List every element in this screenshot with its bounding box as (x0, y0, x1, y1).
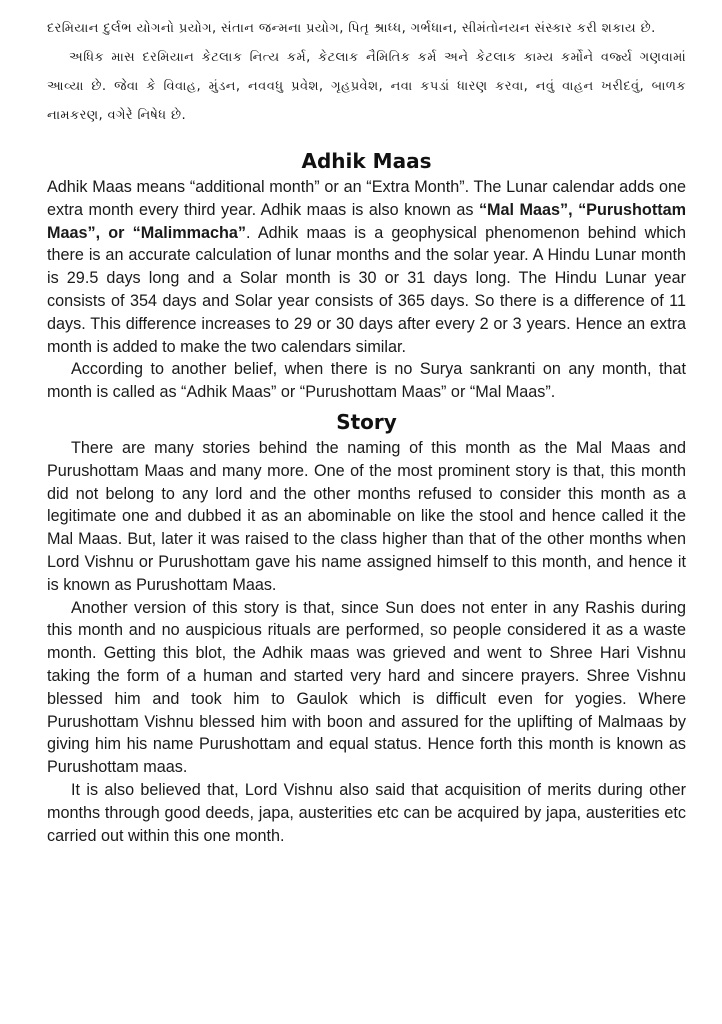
section-heading-adhik-maas: Adhik Maas (301, 149, 432, 173)
section-heading-story: Story (336, 409, 397, 434)
adhik-maas-paragraph-2: According to another belief, when there is no Surya sankranti on any month, that month is called as “Adhik Maas” or “Purushottam Maas” or “Mal Maas”. (47, 360, 686, 402)
story-paragraph-1: There are many stories behind the naming of this month as the Mal Maas and Purushottam Maas and many more. One of the most prominent story is that, this month did not belong to any lord and the other months refused to consider this month as a legitimate one and dubbed it as an abominable on like the stool and hence called it the Mal Maas. But, later it was raised to the class higher than that of the other months when Lord Vishnu or Purushottam gave his name assigned himself to this month, and hence it is known as Purushottam Maas. (47, 438, 686, 594)
adhik-maas-text-end: . Adhik maas is a geophysical phenomenon behind which there is an accurate calculation of lunar months and the solar year. A Hindu Lunar month is 29.5 days long and a Solar month is 30 or 31 days long. The Hindu Lunar year consists of 354 days and Solar year consists of 365 days. So there is a difference of 11 days. This difference increases to 29 or 30 days after every 2 or 3 years. Hence an extra month is added to make the two calendars similar. (47, 223, 686, 356)
gujarati-paragraph-2: અધિક માસ દરમિયાન કેટલાક નિત્ય કર્મ, કેટલાક નૈમિતિક કર્મ અને કેટલાક કામ્ય કર્મોને વર્જ્ય ગણવામાં આવ્યા છે. જેવા કે વિવાહ, મુંડન, નવવધુ પ્રવેશ, ગૃહપ્રવેશ, નવા કપડાં ધારણ કરવા, નવું વાહન ખરીદવું, બાળક નામકરણ, વગેરે નિષેધ છે. (47, 50, 686, 123)
gujarati-paragraph-1: દરમિયાન દુર્લભ યોગનો પ્રયોગ, સંતાન જન્મના પ્રયોગ, પિતૃ શ્રાધ્ધ, ગર્ભધાન, સીમંતોનયન સંસ્કાર કરી શકાય છે. (47, 21, 656, 36)
adhik-maas-alt-names: “Mal Maas”, “Purushottam Maas”, or “Malimmacha” (47, 200, 686, 242)
adhik-maas-text-start: Adhik Maas means “additional month” or an “Extra Month”. The Lunar calendar adds one extra month every third year. Adhik maas is also known as (47, 178, 686, 219)
adhik-maas-paragraph-1 (47, 176, 686, 358)
story-paragraph-3: It is also believed that, Lord Vishnu also said that acquisition of merits during other months through good deeds, japa, austerities etc can be acquired by japa, austerities etc carried out within this one month. (47, 780, 686, 845)
story-paragraph-2: Another version of this story is that, since Sun does not enter in any Rashis during this month and no auspicious rituals are performed, so people considered it as a waste month. Getting this blot, the Adhik maas was grieved and went to Shree Hari Vishnu taking the form of a human and started very hard and sincere prayers. Shree Vishnu blessed him and took him to Gaulok which is difficult even for yogies. Where Purushottam Vishnu blessed him with boon and assured for the uplifting of Malmaas by giving him his name Purushottam and equal status. Hence forth this month is known as Purushottam maas. (47, 598, 686, 777)
